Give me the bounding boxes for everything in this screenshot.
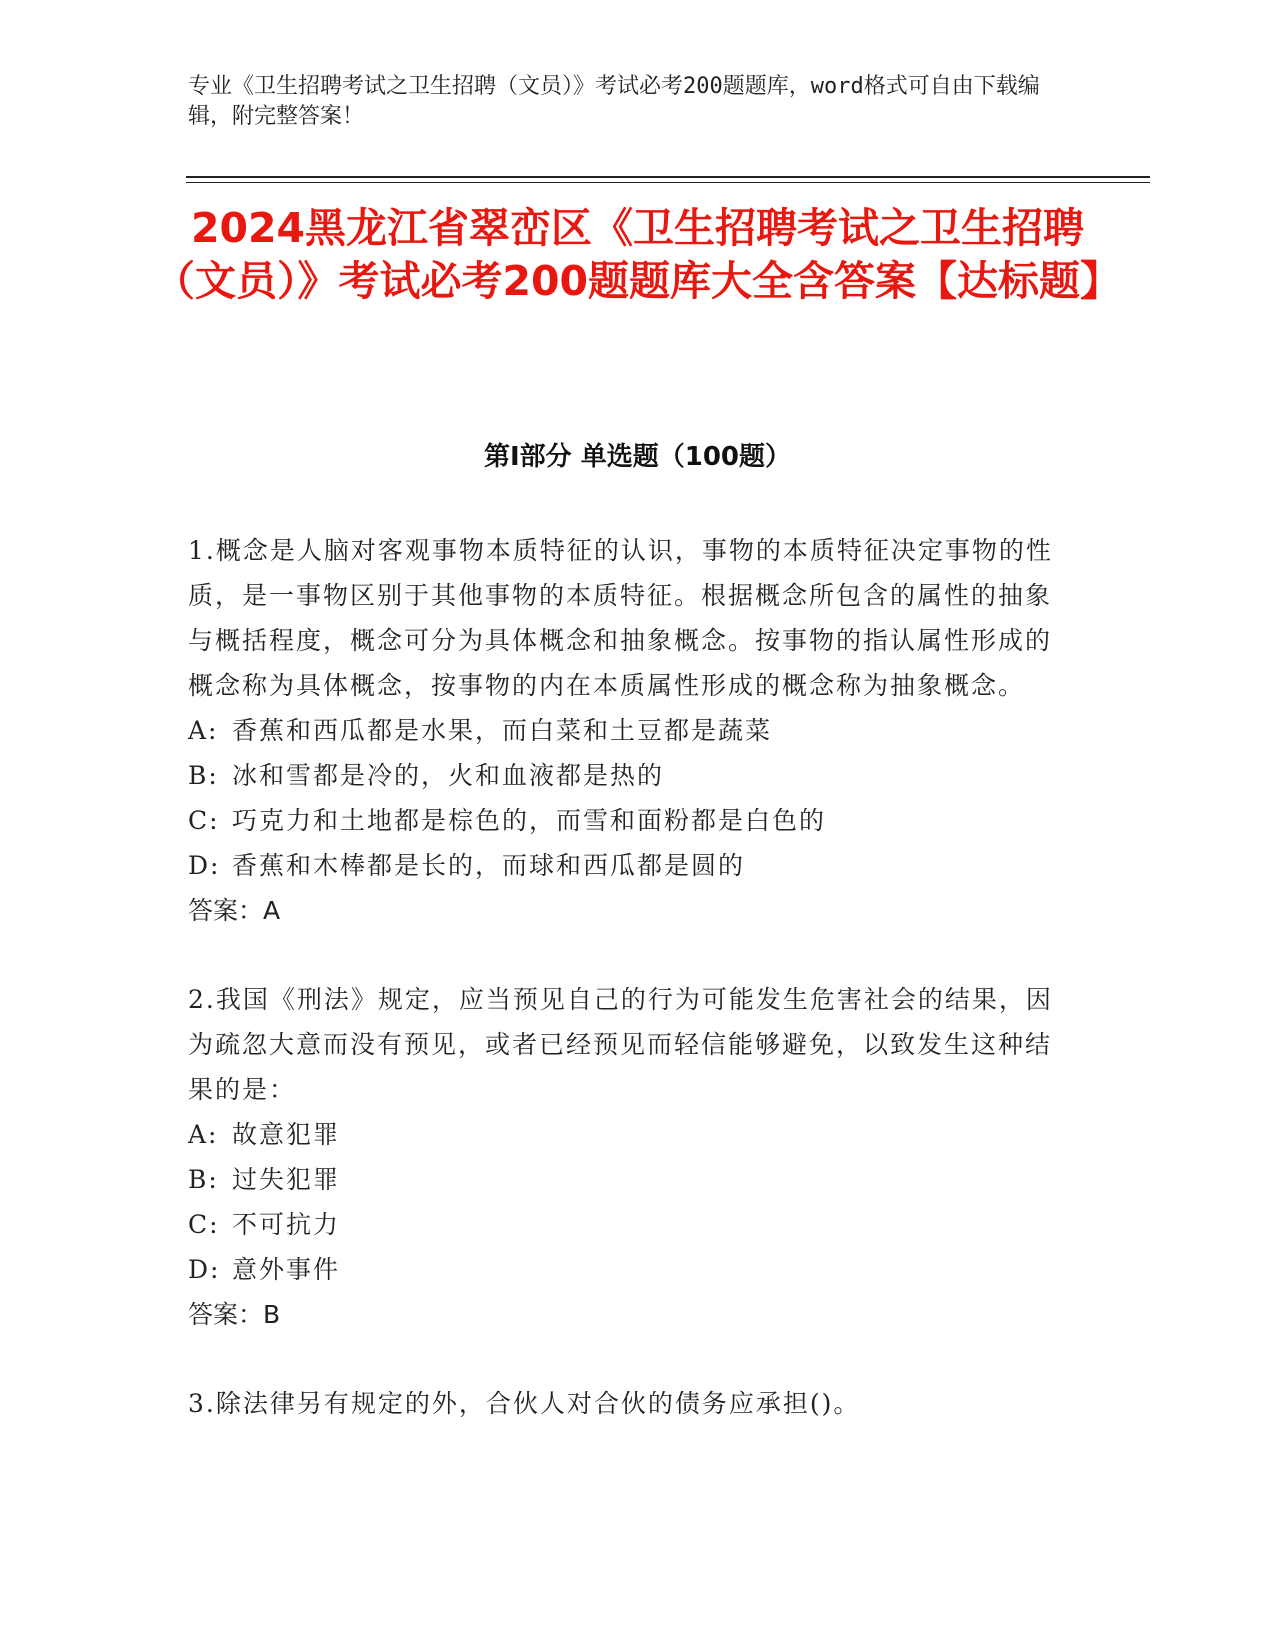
option-letter: B: [188,1165,219,1194]
option-text: 冰和雪都是冷的，火和血液都是热的 [232,761,665,790]
option-text: 过失犯罪 [232,1165,341,1194]
option-d [188,843,1068,888]
option-letter: A: [188,1120,219,1149]
option-text: 不可抗力 [232,1210,341,1239]
option-text: 巧克力和土地都是棕色的，而雪和面粉都是白色的 [232,806,827,835]
question-stem: 2.我国《刑法》规定，应当预见自己的行为可能发生危害社会的结果，因为疏忽大意而没有预见，或者已经预见而轻信能够避免，以致发生这种结果的是： [188,985,1053,1104]
option-letter: D: [188,851,221,880]
question-stem: 1.概念是人脑对客观事物本质特征的认识，事物的本质特征决定事物的性质，是一事物区别于其他事物的本质特征。根据概念所包含的属性的抽象与概括程度，概念可分为具体概念和抽象概念。按事物的指认属性形成的概念称为具体概念，按事物的内在本质属性形成的概念称为抽象概念。 [188,536,1053,700]
question-list [188,528,1068,1470]
option-text: 意外事件 [232,1255,341,1284]
option-letter: C: [188,806,220,835]
header-divider-thin [186,182,1150,183]
option-c [188,1202,1068,1247]
option-text: 香蕉和西瓜都是水果，而白菜和土豆都是蔬菜 [232,716,773,745]
option-a [188,708,1068,753]
option-letter: B: [188,761,219,790]
header-note: 专业《卫生招聘考试之卫生招聘（文员）》考试必考200题题库，word格式可自由下载编辑，附完整答案！ [188,74,1040,129]
option-letter: A: [188,716,219,745]
question-1 [188,528,1068,933]
question-2 [188,977,1068,1337]
section-title: 第I部分 单选题（100题） [484,442,791,472]
option-letter: D: [188,1255,221,1284]
option-text: 故意犯罪 [232,1120,341,1149]
question-stem: 3.除法律另有规定的外，合伙人对合伙的债务应承担()。 [188,1389,861,1418]
option-c [188,798,1068,843]
answer-line: 答案：B [188,1300,281,1329]
question-3 [188,1381,1068,1426]
option-b [188,1157,1068,1202]
option-d [188,1247,1068,1292]
option-a [188,1112,1068,1157]
option-text: 香蕉和木棒都是长的，而球和西瓜都是圆的 [232,851,746,880]
document-title: 2024黑龙江省翠峦区《卫生招聘考试之卫生招聘（文员）》考试必考200题题库大全含答案【达标题】 [153,204,1122,305]
answer-line: 答案：A [188,896,281,925]
option-b [188,753,1068,798]
header-divider [186,176,1150,178]
option-letter: C: [188,1210,220,1239]
